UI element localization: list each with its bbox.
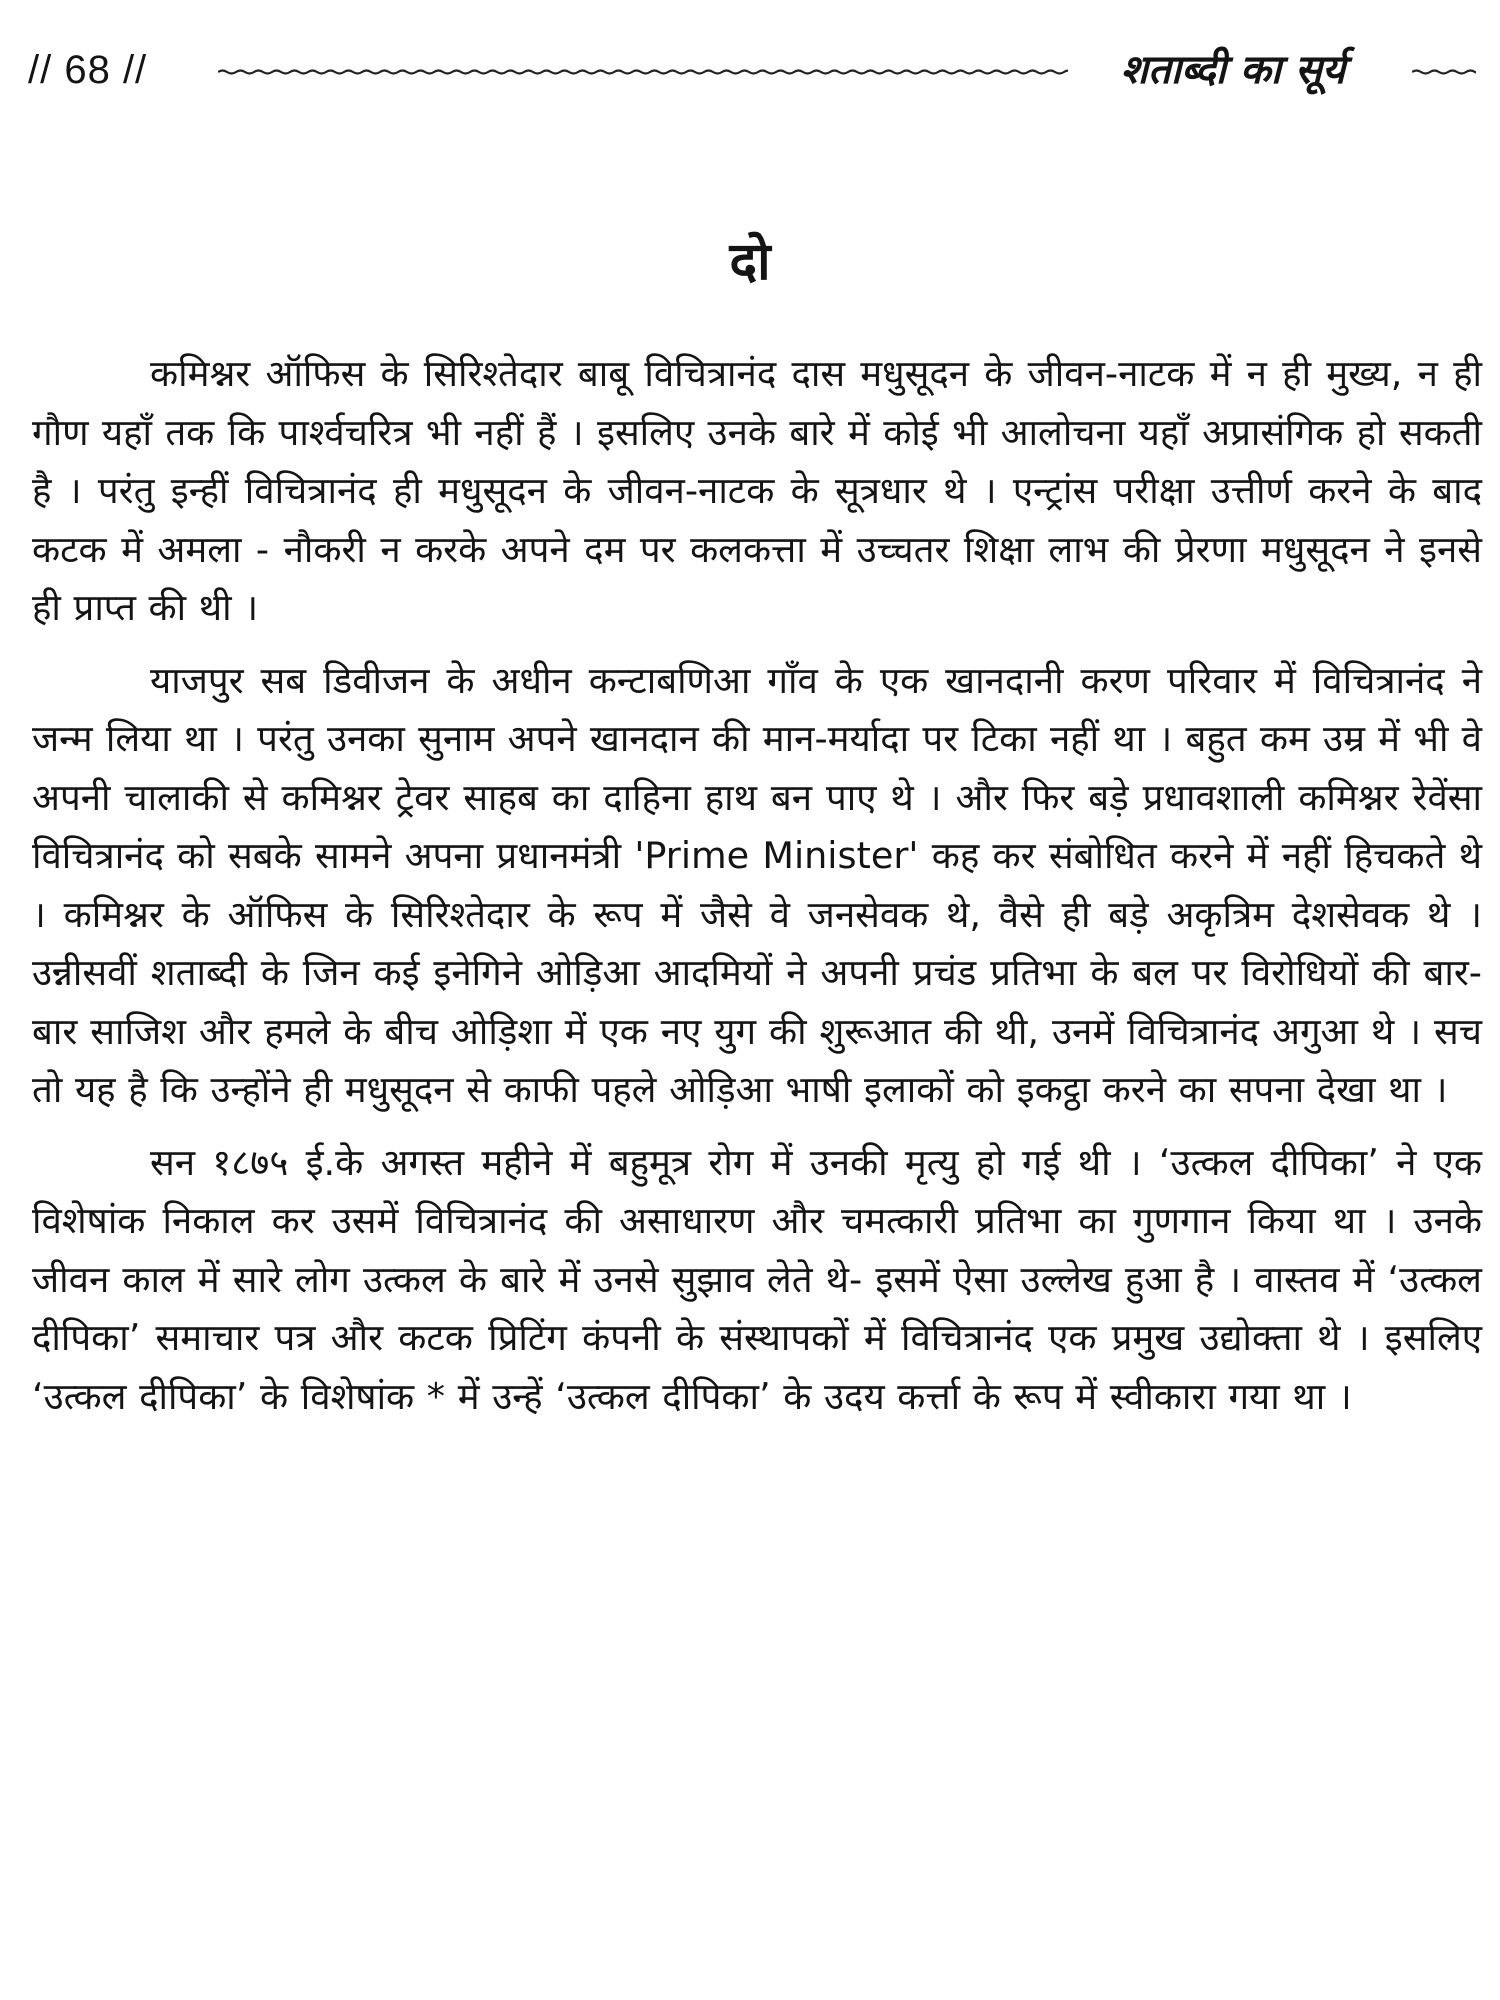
paragraph: सन १८७५ ई.के अगस्त महीने में बहुमूत्र रोग में उनकी मृत्यु हो गई थी । ‘उत्कल दीपिका’ ने एक विशेषांक निकाल कर उसमें विचित्रानंद की असाधारण और चमत्कारी प्रतिभा का गुणगान किया था । उनके जीवन काल में सारे लोग उत्कल के बारे में उनसे सुझाव लेते थे- इसमें ऐसा उल्लेख हुआ है । वास्तव में ‘उत्कल दीपिका’ समाचार पत्र और कटक प्रिटिंग कंपनी के संस्थापकों में विचित्रानंद एक प्रमुख उद्योक्ता थे । इसलिए ‘उत्कल दीपिका’ के विशेषांक * में उन्हें ‘उत्कल दीपिका’ के उदय कर्त्ता के रूप में स्वीकारा गया था ।: [32, 1140, 1482, 1418]
page-number: // 68 //: [28, 48, 148, 92]
paragraph: कमिश्नर ऑफिस के सिरिश्तेदार बाबू विचित्रानंद दास मधुसूदन के जीवन-नाटक में न ही मुख्य, न ही गौण यहाँ तक कि पार्श्वचरित्र भी नहीं हैं । इसलिए उनके बारे में कोई भी आलोचना यहाँ अप्रासंगिक हो सकती है । परंतु इन्हीं विचित्रानंद ही मधुसूदन के जीवन-नाटक के सूत्रधार थे । एन्ट्रांस परीक्षा उत्तीर्ण करने के बाद कटक में अमला - नौकरी न करके अपने दम पर कलकत्ता में उच्चतर शिक्षा लाभ की प्रेरणा मधुसूदन ने इनसे ही प्राप्त की थी ।: [32, 352, 1482, 629]
chapter-title: दो: [729, 232, 771, 292]
running-title: शताब्दी का सूर्य: [1120, 47, 1346, 93]
wavy-rule-tail: [1412, 50, 1476, 90]
running-header: [28, 40, 1468, 100]
wavy-rule: [218, 50, 1068, 90]
paragraph: याजपुर सब डिवीजन के अधीन कन्टाबणिआ गाँव के एक खानदानी करण परिवार में विचित्रानंद ने जन्म लिया था । परंतु उनका सुनाम अपने खानदान की मान-मर्यादा पर टिका नहीं था । बहुत कम उम्र में भी वे अपनी चालाकी से कमिश्नर ट्रेवर साहब का दाहिना हाथ बन पाए थे । और फिर बड़े प्रधावशाली कमिश्नर रेवेंसा विचित्रानंद को सबके सामने अपना प्रधानमंत्री 'Prime Minister' कह कर संबोधित करने में नहीं हिचकते थे । कमिश्नर के ऑफिस के सिरिश्तेदार के रूप में जैसे वे जनसेवक थे, वैसे ही बड़े अकृत्रिम देशसेवक थे । उन्नीसवीं शताब्दी के जिन कई इनेगिने ओड़िआ आदमियों ने अपनी प्रचंड प्रतिभा के बल पर विरोधियों की बार-बार साजिश और हमले के बीच ओड़िशा में एक नए युग की शुरूआत की थी, उनमें विचित्रानंद अगुआ थे । सच तो यह है कि उन्होंने ही मधुसूदन से काफी पहले ओड़िआ भाषी इलाकों को इकट्ठा करने का सपना देखा था ।: [32, 658, 1482, 1111]
body-text: [32, 345, 1482, 1426]
